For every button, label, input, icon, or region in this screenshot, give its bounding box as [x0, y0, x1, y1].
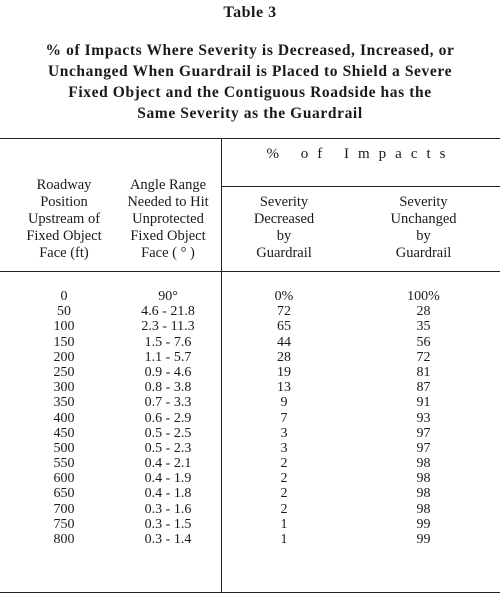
cell-angle-range: 1.1 - 5.7 — [144, 349, 192, 365]
cell-severity-decreased: 28 — [277, 349, 291, 365]
header-line: Unprotected — [132, 211, 204, 227]
cell-severity-decreased: 9 — [280, 395, 288, 411]
cell-angle-range: 0.9 - 4.6 — [144, 364, 192, 380]
table-row — [0, 441, 500, 456]
table-row — [0, 350, 500, 365]
cell-severity-decreased: 3 — [280, 440, 288, 456]
cell-angle-range: 0.3 - 1.5 — [144, 516, 192, 532]
caption-line: % of Impacts Where Severity is Decreased, Increased, or — [45, 42, 455, 59]
header-roadway-position — [18, 177, 110, 262]
table-row — [0, 395, 500, 410]
cell-severity-unchanged: 28 — [416, 304, 431, 320]
cell-severity-unchanged: 98 — [416, 501, 431, 517]
cell-severity-decreased: 2 — [280, 501, 288, 517]
cell-angle-range: 90° — [158, 289, 178, 304]
cell-severity-decreased: 0% — [274, 289, 294, 304]
caption-line: Fixed Object and the Contiguous Roadside has the — [68, 84, 432, 101]
cell-position: 500 — [53, 440, 75, 456]
cell-position: 800 — [53, 532, 75, 547]
header-line: Position — [40, 194, 88, 210]
cell-angle-range: 0.3 - 1.4 — [144, 532, 192, 547]
cell-severity-unchanged: 81 — [416, 364, 431, 380]
header-line: Unchanged — [390, 211, 457, 227]
cell-severity-unchanged: 98 — [416, 486, 431, 502]
cell-severity-decreased: 2 — [280, 471, 288, 487]
cell-severity-unchanged: 35 — [416, 319, 431, 335]
cell-angle-range: 0.4 - 2.1 — [144, 456, 192, 472]
top-rule — [0, 138, 500, 139]
table-row — [0, 335, 500, 350]
cell-severity-decreased: 44 — [277, 334, 291, 350]
percent-of-impacts-heading: % of Impacts — [266, 146, 455, 162]
cell-angle-range: 4.6 - 21.8 — [141, 304, 195, 320]
table-row — [0, 426, 500, 441]
table-row — [0, 319, 500, 334]
header-line: Guardrail — [256, 245, 312, 261]
cell-position: 550 — [53, 456, 75, 472]
table-label: Table 3 — [223, 4, 277, 21]
cell-severity-unchanged: 87 — [416, 380, 431, 396]
cell-angle-range: 0.4 - 1.8 — [144, 486, 192, 502]
table-row — [0, 365, 500, 380]
cell-severity-unchanged: 100% — [407, 289, 440, 304]
header-severity-decreased — [221, 194, 347, 262]
header-line: Fixed Object — [26, 228, 102, 244]
cell-angle-range: 0.6 - 2.9 — [144, 410, 192, 426]
cell-severity-decreased: 13 — [277, 380, 291, 396]
header-line: by — [416, 228, 431, 244]
cell-angle-range: 0.8 - 3.8 — [144, 380, 192, 396]
header-line: Angle Range — [129, 177, 207, 193]
header-line: Guardrail — [395, 245, 452, 261]
cell-severity-decreased: 1 — [280, 516, 288, 532]
cell-severity-decreased: 19 — [277, 364, 291, 380]
table-row — [0, 486, 500, 501]
cell-severity-unchanged: 93 — [416, 410, 431, 426]
cell-severity-decreased: 72 — [277, 304, 291, 320]
cell-position: 600 — [53, 471, 75, 487]
caption-line: Unchanged When Guardrail is Placed to Shield a Severe — [47, 63, 453, 80]
table-row — [0, 411, 500, 426]
table-row — [0, 532, 500, 547]
table-row — [0, 304, 500, 319]
cell-severity-unchanged: 72 — [416, 349, 431, 365]
cell-position: 250 — [53, 364, 75, 380]
header-line: Roadway — [36, 177, 92, 193]
header-line: Decreased — [253, 211, 315, 227]
cell-severity-decreased: 65 — [277, 319, 291, 335]
cell-angle-range: 2.3 - 11.3 — [141, 319, 195, 335]
cell-position: 150 — [53, 334, 75, 350]
cell-position: 100 — [53, 319, 75, 335]
cell-severity-decreased: 3 — [280, 425, 288, 441]
table-body — [0, 289, 500, 547]
header-line: Severity — [399, 194, 448, 210]
group-rule — [221, 186, 500, 187]
cell-severity-unchanged: 98 — [416, 456, 431, 472]
header-severity-unchanged — [347, 194, 500, 262]
header-line: Face ( ° ) — [141, 245, 195, 261]
header-line: by — [276, 228, 292, 244]
cell-severity-unchanged: 98 — [416, 471, 431, 487]
cell-severity-unchanged: 97 — [416, 425, 431, 441]
table-caption — [0, 40, 500, 124]
cell-angle-range: 0.5 - 2.3 — [144, 440, 192, 456]
cell-angle-range: 1.5 - 7.6 — [144, 334, 192, 350]
cell-position: 200 — [53, 349, 75, 365]
cell-position: 0 — [60, 289, 68, 304]
header-line: Fixed Object — [130, 228, 206, 244]
header-line: Upstream of — [27, 211, 101, 227]
cell-position: 400 — [53, 410, 75, 426]
header-line: Severity — [259, 194, 309, 210]
cell-angle-range: 0.4 - 1.9 — [144, 471, 192, 487]
header-angle-range — [113, 177, 223, 262]
bottom-rule — [0, 592, 500, 593]
cell-severity-unchanged: 91 — [416, 395, 431, 411]
cell-position: 700 — [53, 501, 75, 517]
cell-position: 650 — [53, 486, 75, 502]
cell-angle-range: 0.5 - 2.5 — [144, 425, 192, 441]
header-rule — [0, 271, 500, 272]
table-row — [0, 471, 500, 486]
cell-angle-range: 0.3 - 1.6 — [144, 501, 192, 517]
cell-severity-unchanged: 99 — [416, 532, 431, 547]
cell-severity-decreased: 1 — [280, 532, 288, 547]
cell-severity-decreased: 2 — [280, 456, 288, 472]
cell-severity-decreased: 2 — [280, 486, 288, 502]
table-row — [0, 289, 500, 304]
cell-position: 450 — [53, 425, 75, 441]
caption-line: Same Severity as the Guardrail — [137, 105, 363, 122]
table-row — [0, 456, 500, 471]
cell-severity-unchanged: 56 — [416, 334, 431, 350]
header-line: Face (ft) — [39, 245, 89, 261]
table-row — [0, 517, 500, 532]
cell-position: 350 — [53, 395, 75, 411]
cell-angle-range: 0.7 - 3.3 — [144, 395, 192, 411]
table-row — [0, 380, 500, 395]
table-row — [0, 502, 500, 517]
cell-severity-unchanged: 97 — [416, 440, 431, 456]
cell-severity-decreased: 7 — [280, 410, 288, 426]
cell-position: 750 — [53, 516, 75, 532]
cell-position: 300 — [53, 380, 75, 396]
header-line: Needed to Hit — [127, 194, 209, 210]
cell-position: 50 — [57, 304, 71, 320]
cell-severity-unchanged: 99 — [416, 516, 431, 532]
